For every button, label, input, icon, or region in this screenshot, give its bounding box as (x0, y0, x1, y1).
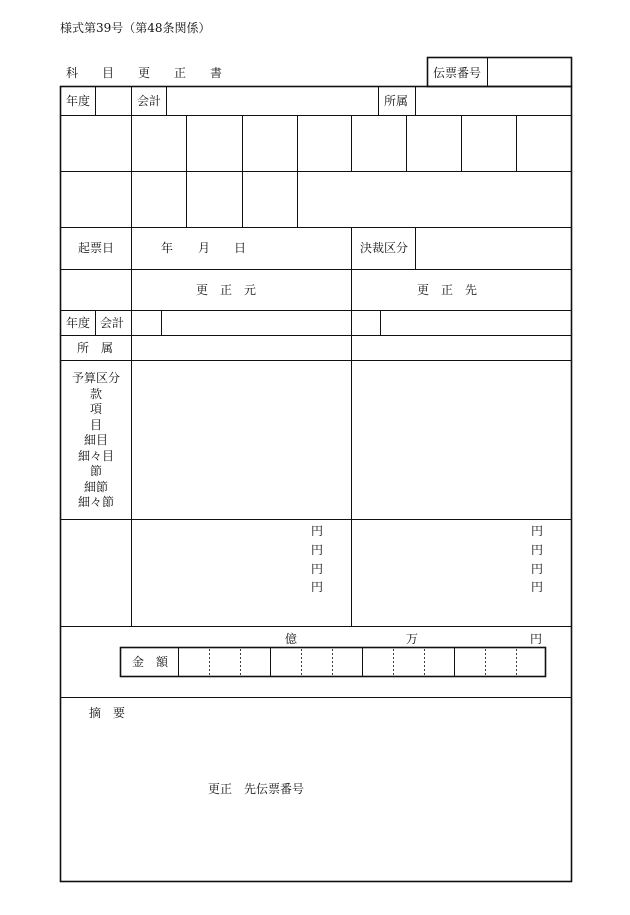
budget-category-item: 細々節 (77, 495, 114, 509)
slip-number-label: 伝票番号 (433, 66, 482, 80)
form-title: 科 目 更 正 書 (66, 66, 223, 80)
amount-unit-yen: 円 (530, 632, 543, 646)
draft-date-year-unit: 年 (161, 241, 174, 255)
amount-unit-oku: 億 (285, 632, 298, 646)
target-yen-unit: 円 (531, 524, 544, 538)
summary-label: 摘 要 (89, 706, 126, 720)
budget-category-item: 細目 (83, 433, 108, 447)
budget-category-item: 細々目 (77, 448, 114, 463)
fiscal-year-label: 年度 (66, 94, 91, 108)
budget-category-item: 予算区分 (71, 371, 120, 385)
account-label: 会計 (137, 94, 162, 108)
target-yen-unit: 円 (531, 580, 544, 594)
target-yen-unit: 円 (531, 543, 544, 557)
budget-category-item: 項 (89, 402, 102, 416)
department-label: 所属 (384, 94, 409, 108)
draft-date-label: 起票日 (78, 241, 115, 255)
draft-date-month-unit: 月 (198, 241, 211, 255)
budget-category-item: 目 (89, 417, 102, 432)
correction-target-label: 更 正 先 (417, 283, 478, 297)
source-yen-unit: 円 (311, 543, 324, 557)
sub-account-label: 会計 (100, 316, 125, 330)
source-yen-unit: 円 (311, 562, 324, 576)
sub-fiscal-year-label: 年度 (66, 316, 91, 330)
amount-unit-man: 万 (406, 632, 419, 646)
budget-category-list (61, 371, 131, 511)
correction-target-slip-label: 更正 先伝票番号 (208, 782, 305, 796)
department-row-label: 所 属 (77, 341, 114, 355)
budget-category-item: 款 (89, 386, 102, 401)
amount-label: 金 額 (132, 655, 169, 669)
budget-category-item: 節 (89, 464, 102, 478)
budget-category-item: 細節 (83, 479, 108, 494)
draft-date-day-unit: 日 (234, 241, 247, 255)
decision-category-label: 決裁区分 (360, 241, 409, 255)
form-reference: 様式第39号（第48条関係） (60, 21, 211, 35)
target-yen-unit: 円 (531, 562, 544, 576)
source-yen-unit: 円 (311, 524, 324, 538)
source-yen-unit: 円 (311, 580, 324, 594)
correction-source-label: 更 正 元 (196, 283, 257, 297)
